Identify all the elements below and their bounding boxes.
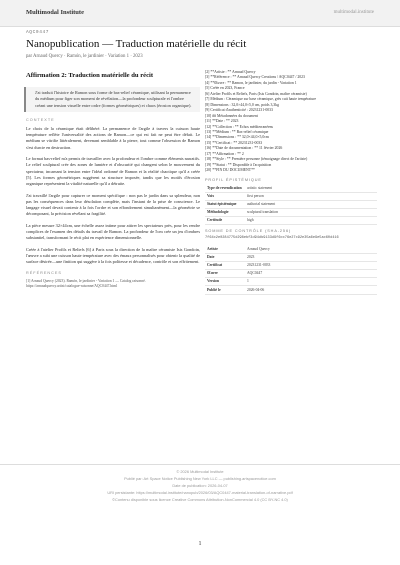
notes-list: [205, 70, 377, 174]
row-value: high: [245, 217, 377, 225]
note-item: [19] **Statut : ** Disponible à l'acquisition: [205, 162, 272, 167]
note-item: [4] **Œuvre : ** Ramon, le jardinier, du jardin - Variation 1: [205, 80, 297, 85]
row-key: Certitude: [205, 217, 245, 225]
body-paragraph: Créée à l'atelier Profils et Reliefs [6] à Paris sous la direction de la maître céramiste Isis Gondoin, l'œuvre a subi une cuisson haute température avec des émaux personnalisés pour obtenir la qualité de surface désirée—une finition qui suggère à la fois politesse et décadence, contrôle et son effritement.: [26, 246, 200, 265]
metadata-table: [205, 245, 377, 294]
footer-line: ©Contenu disponible sous licence Creative Commons Attribution-NonCommercial 4.0 (CC BY-NC 4.0): [112, 497, 288, 502]
body-paragraph: Le choix de la céramique était délibéré. La permanence de l'argile à travers la cuisson haute température reflète l'universalité des actions de Ramon—ce qui est fait ne peut être défait. Le médium se vitrifie littéralement, devenant semblable à la pierre, tout comme l'obsession de Ramon s'est durcie en destruction.: [26, 125, 200, 150]
body-paragraph: J'ai travaillé l'argile pour capturer ce moment spécifique : non pas le jardin dans sa splendeur, non pas les conséquences dans leur désolation complète, mais l'instant de la prise de conscience. Le langage visuel devait contenir à la fois l'ordre et son effondrement simultanément—la géométrie se décomposant, la précision révélant sa fragilité.: [26, 192, 200, 217]
row-value: first person: [245, 192, 377, 200]
note-item: [8] Dimensions : 32,0×44,0×5,0 cm, poids 3,3kg: [205, 102, 279, 107]
footer-line: URI persistante: https://multimodal.institute/nanopub/2026/03/AQC0447-material-translation-of-narrative.pdf: [107, 490, 293, 495]
note-item: [3] **Référence : ** Arnaud Quercy Creations / AQC0447 / 2023: [205, 75, 305, 80]
reference-item[interactable]: [1] Arnaud Quercy (2023). Ramón, le jardinier - Variation 1 — Catalog raisonné. https://arnaudquercy.artist/catalogue-raisonne/AQC0447.html: [26, 278, 146, 288]
checksum-heading: SOMME DE CONTRÔLE (SHA-256): [205, 229, 292, 234]
context-heading: CONTEXTE: [26, 117, 55, 122]
row-key: Type de revendication: [205, 185, 245, 193]
byline: par Arnaud Quercy · Ramón, le jardinier · Variation 1 · 2023: [26, 54, 143, 59]
row-value: 2023: [245, 253, 377, 261]
table-row: [205, 192, 377, 200]
row-key: Voix: [205, 192, 245, 200]
footer-line: Date de publication: 2026-04-07: [172, 483, 228, 488]
row-value: 2026-04-06: [245, 286, 377, 294]
table-row: [205, 278, 377, 286]
note-item: [10] ## Métadonnées du document: [205, 113, 258, 118]
row-value: authorial statement: [245, 200, 377, 208]
row-value: artistic statement: [245, 185, 377, 193]
note-item: [15] **Certificat : ** 20231231-0033: [205, 140, 263, 145]
references-list: [24, 279, 200, 289]
page-title: Nanopublication — Traduction matérielle du récit: [26, 38, 247, 50]
table-row: [205, 185, 377, 193]
note-item: [20] **FIN DU DOCUMENT**: [205, 168, 255, 173]
note-item: [9] Certificat d'authenticité : 20231231-0033: [205, 108, 273, 113]
body-paragraph: Le format bas-relief m'a permis de travailler avec la profondeur et l'ombre comme éléments narratifs. Le relief sculptural crée des zones de lumière et d'obscurité qui changent selon le mouvement du spectateur, incarnant la tension entre l'idéal ordonné de Ramon et la réalité chaotique qu'il a créée [5]. Les formes géométriques suggèrent sa structure imposée, tandis que les motifs d'érosion organique représentent la vitalité naturelle qu'il a détruite.: [26, 156, 200, 187]
epistemic-heading: PROFIL ÉPISTÉMIQUE: [205, 177, 262, 182]
abstract-box: J'ai traduit l'histoire de Ramon sous forme de bas-relief céramique, utilisant la permanence du médium pour figer son moment de révélation—la profondeur sculpturale et l'ombre créant une tension visuelle entre ordre (formes géométriques) et chaos (érosion organique).: [24, 87, 200, 112]
note-item: [13] **Médium : ** Bas-relief céramique: [205, 129, 269, 134]
row-value: 1: [245, 278, 377, 286]
note-item: [6] Atelier Profils et Reliefs, Paris (Isis Gondoin, maître céramiste): [205, 91, 307, 96]
page-number: 1: [198, 541, 202, 547]
table-row: [205, 217, 377, 225]
note-item: [17] **Affirmation : ** 2: [205, 151, 244, 156]
main-column: [24, 66, 200, 289]
row-value: Arnaud Quercy: [245, 245, 377, 253]
footer-line: © 2026 Multimodal Institute: [176, 469, 224, 474]
footer-line: Publié par: Art Space Notice Publishing New York LLC — publishing.artspacenotice.com: [124, 476, 276, 481]
row-key: Œuvre: [205, 269, 245, 277]
note-item: [11] **Date : ** 2023: [205, 119, 239, 124]
table-row: [205, 269, 377, 277]
row-key: Version: [205, 278, 245, 286]
top-bar: [0, 0, 400, 27]
table-row: [205, 253, 377, 261]
epistemic-table: [205, 185, 377, 226]
table-row: [205, 200, 377, 208]
note-item: [2] **Artiste : ** Arnaud Quercy: [205, 70, 256, 74]
note-item: [16] **Date de documentation : ** 11 février 2026: [205, 146, 283, 151]
checksum-value: 7f64c2e0284775d298ebf3d94db9133d9f6cc76e27c92e35a6e9e5ac60d416: [205, 236, 339, 241]
row-key: Date: [205, 253, 245, 261]
row-key: Méthodologie: [205, 209, 245, 217]
note-item: [12] **Collection : ** Échos méditerranéens: [205, 124, 274, 129]
table-row: [205, 286, 377, 294]
brand-name[interactable]: Multimodal Institute: [26, 9, 84, 16]
document-code: AQC0447: [26, 30, 50, 35]
row-value: sculptural translation: [245, 209, 377, 217]
references-heading: RÉFÉRENCES: [26, 270, 62, 275]
table-row: [205, 261, 377, 269]
body-paragraphs: [24, 126, 200, 266]
table-row: [205, 209, 377, 217]
row-key: Artiste: [205, 245, 245, 253]
footer: [0, 464, 400, 509]
article-title: Affirmation 2: Traduction matérielle du récit: [26, 72, 154, 79]
row-value: AQC0447: [245, 269, 377, 277]
note-item: [14] **Dimensions : ** 32,0×44,0×5,0cm: [205, 135, 269, 140]
row-value: 20231231-0033: [245, 261, 377, 269]
side-column: [205, 70, 377, 295]
brand-url[interactable]: multimodal.institute: [333, 10, 374, 15]
row-key: Certificat: [205, 261, 245, 269]
note-item: [18] **Style : ** Première personne (témoignage direct de l'artiste): [205, 157, 308, 162]
row-key: Statut épistémique: [205, 200, 245, 208]
table-row: [205, 245, 377, 253]
note-item: [7] Médium : Céramique sur base céramique, grès cuit haute température: [205, 97, 317, 102]
body-paragraph: La pièce mesure 32×44cm, une échelle assez intime pour attirer les spectateurs près, pour les rendre complices de l'examen des détails du travail de Ramon. La profondeur de 5cm crée un jeu d'ombres substantiel, transformant le récit plat en expérience dimensionnelle.: [26, 222, 200, 241]
note-item: [5] Créée en 2023, France: [205, 86, 245, 91]
row-key: Publié le: [205, 286, 245, 294]
